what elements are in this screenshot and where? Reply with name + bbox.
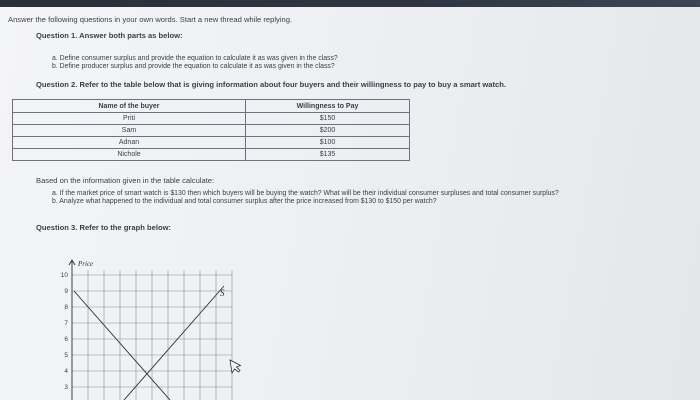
browser-top-bar — [0, 0, 700, 7]
question-3-heading: Question 3. Refer to the graph below: — [36, 223, 172, 232]
question-2-part-a: a. If the market price of smart watch is $130 then which buyers will be buying the watch? What will be their individual consumer surpluses and total consumer surplus? — [52, 190, 559, 197]
question-1-part-a: a. Define consumer surplus and provide the equation to calculate it as was given in the class? — [52, 55, 338, 62]
based-on-text: Based on the information given in the table calculate: — [36, 176, 215, 185]
table-row — [13, 113, 410, 125]
y-tick-labels — [61, 272, 69, 391]
question-2-part-b: b. Analyze what happened to the individual and total consumer surplus after the price increased from $130 to $150 per watch? — [52, 198, 437, 205]
demand-curve — [74, 291, 170, 400]
graph-grid — [72, 270, 232, 400]
buyer-name-cell: Nichole — [13, 149, 246, 161]
buyer-name-cell: Adnan — [13, 137, 246, 149]
table-header-row — [13, 100, 410, 113]
willingness-cell: $100 — [246, 137, 410, 149]
y-tick-label: 6 — [64, 336, 68, 343]
question-1-part-b: b. Define producer surplus and provide the equation to calculate it as was given in the class? — [52, 63, 335, 70]
y-tick-label: 8 — [64, 304, 68, 311]
y-axis-label: Price — [78, 260, 94, 268]
y-tick-label: 9 — [64, 288, 68, 295]
question-2-heading: Question 2. Refer to the table below that is giving information about four buyers and their willingness to pay to buy a smart watch. — [36, 80, 507, 89]
y-tick-label: 7 — [64, 320, 68, 327]
willingness-cell: $200 — [246, 125, 410, 137]
buyer-name-cell: Sam — [13, 125, 246, 137]
supply-demand-graph — [52, 255, 252, 400]
mouse-cursor-icon — [230, 360, 241, 373]
buyers-table — [12, 99, 410, 161]
table-row — [13, 125, 410, 137]
instruction-text: Answer the following questions in your own words. Start a new thread while replying. — [8, 15, 293, 24]
supply-curve-label: S — [220, 288, 225, 298]
y-tick-label: 3 — [64, 384, 68, 391]
table-row — [13, 137, 410, 149]
supply-curve — [124, 286, 224, 400]
y-tick-label: 10 — [60, 272, 68, 279]
y-axis — [69, 260, 75, 400]
column-header-name: Name of the buyer — [13, 100, 246, 113]
y-tick-label: 5 — [64, 352, 68, 359]
buyer-name-cell: Priti — [13, 113, 246, 125]
column-header-willingness: Willingness to Pay — [246, 100, 410, 113]
question-1-heading: Question 1. Answer both parts as below: — [36, 31, 183, 40]
y-tick-label: 4 — [64, 368, 68, 375]
willingness-cell: $150 — [246, 113, 410, 125]
willingness-cell: $135 — [246, 149, 410, 161]
table-row — [13, 149, 410, 161]
